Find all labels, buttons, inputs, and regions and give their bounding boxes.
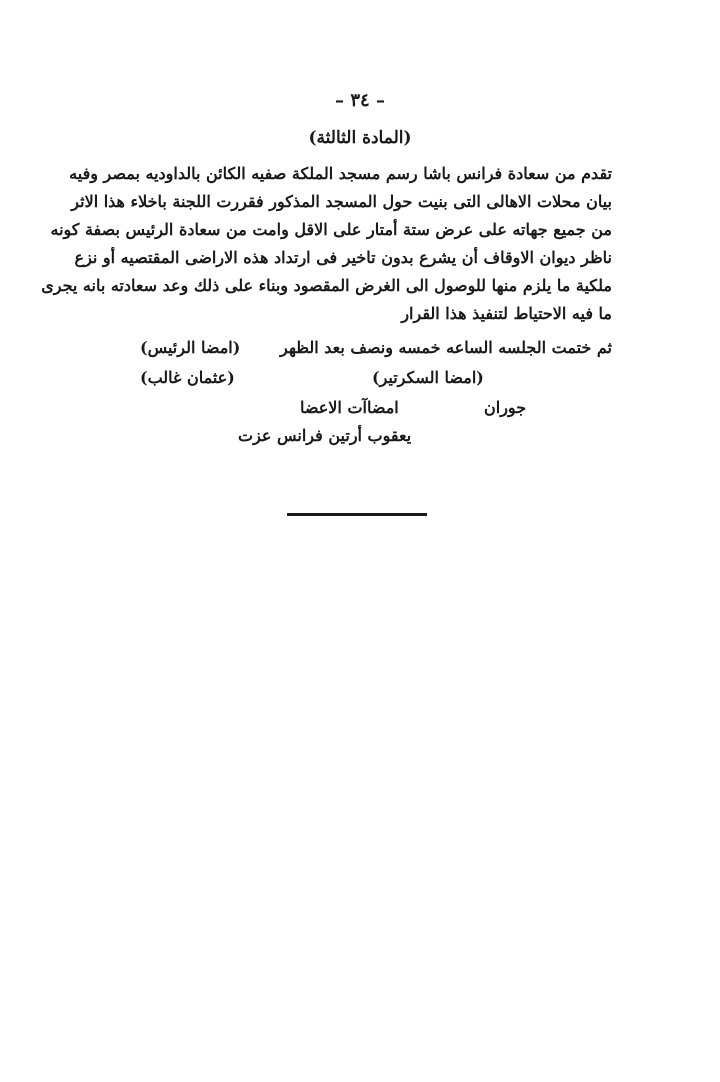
secretary-signature-label: (امضا السكرتير): [372, 368, 484, 387]
body-line: بيان محلات الاهالى التى بنيت حول المسجد المذكور فقررت اللجنة باخلاء هذا الاثر: [71, 192, 612, 211]
members-signatures-label: امضاآت الاعضا: [300, 398, 399, 417]
body-line: ناظر ديوان الاوقاف أن يشرع بدون تاخير فى ارتداد هذه الاراضى المقتصيه أو نزع: [74, 248, 612, 267]
member-signature-joran: جوران: [484, 398, 527, 417]
article-body: [41, 160, 612, 328]
president-signature-name: (عثمان غالب): [140, 368, 235, 387]
body-line: تقدم من سعادة فرانس باشا رسم مسجد الملكة صفيه الكائن بالداوديه بمصر وفيه: [69, 164, 612, 183]
body-line: من جميع جهاته على عرض ستة أمتار على الاقل وامت من سعادة الرئيس بصفة كونه: [50, 220, 612, 239]
president-signature-label: (امضا الرئيس): [140, 338, 241, 357]
body-line: ملكية ما يلزم منها للوصول الى الغرض المقصود وبناء على ذلك وعد سعادته بانه يجرى: [41, 276, 612, 295]
page-number: – ٣٤ –: [335, 90, 385, 111]
end-rule-divider: [287, 513, 427, 516]
article-title: (المادة الثالثة): [308, 128, 412, 148]
session-closing-line: ثم ختمت الجلسه الساعه خمسه ونصف بعد الظهر: [280, 338, 612, 357]
members-signature-names: يعقوب أرتين فرانس عزت: [238, 426, 412, 445]
body-line: ما فيه الاحتياط لتنفيذ هذا القرار: [401, 304, 612, 323]
